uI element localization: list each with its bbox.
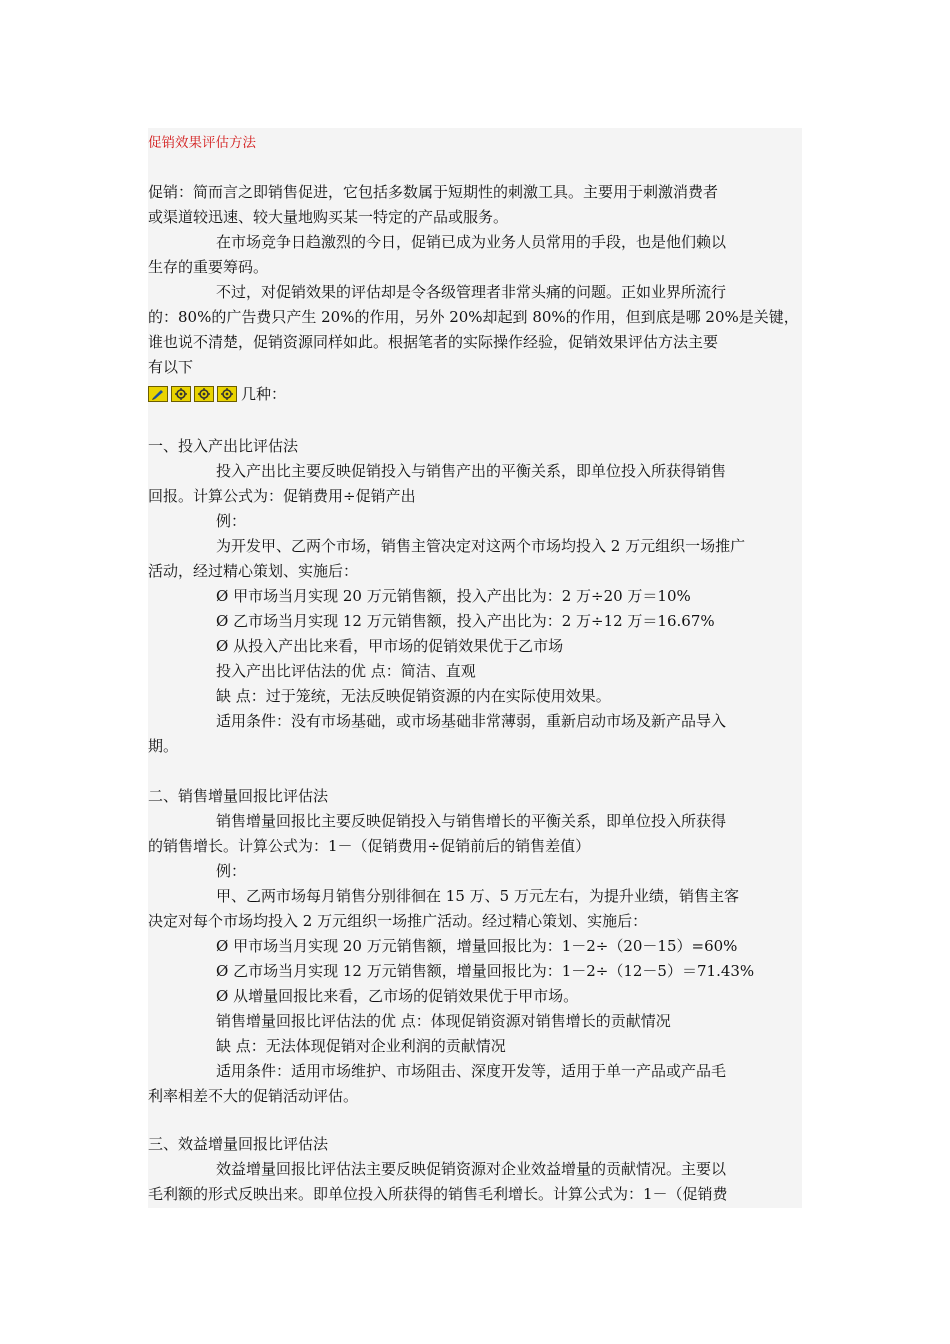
body-line: 适用条件：适用市场维护、市场阻击、深度开发等，适用于单一产品或产品毛 [216,1062,727,1080]
intro-line: 或渠道较迅速、较大量地购买某一特定的产品或服务。 [148,208,509,226]
pencil-icon [148,386,168,402]
body-line: 投入产出比评估法的优 点：简洁、直观 [216,662,476,680]
bullet-line: Ø 甲市场当月实现 20 万元销售额，增量回报比为：1－2÷（20－15）=60% [216,937,738,955]
bullet-line: Ø 甲市场当月实现 20 万元销售额，投入产出比为：2 万÷20 万＝10% [216,587,691,605]
gear-icon [171,386,191,402]
body-line: 适用条件：没有市场基础，或市场基础非常薄弱，重新启动市场及新产品导入 [216,712,727,730]
bullet-line: Ø 从增量回报比来看，乙市场的促销效果优于甲市场。 [216,987,579,1005]
section-heading: 三、效益增量回报比评估法 [148,1135,329,1153]
body-line: 投入产出比主要反映促销投入与销售产出的平衡关系，即单位投入所获得销售 [216,462,727,480]
body-line: 利率相差不大的促销活动评估。 [148,1087,359,1105]
body-line: 甲、乙两市场每月销售分别徘徊在 15 万、5 万元左右，为提升业绩，销售主客 [216,887,739,905]
body-line: 例： [216,862,247,880]
body-line: 销售增量回报比主要反映促销投入与销售增长的平衡关系，即单位投入所获得 [216,812,727,830]
body-line: 缺 点：无法体现促销对企业利润的贡献情况 [216,1037,506,1055]
body-line: 例： [216,512,247,530]
body-line: 销售增量回报比评估法的优 点：体现促销资源对销售增长的贡献情况 [216,1012,671,1030]
intro-line: 生存的重要筹码。 [148,258,269,276]
intro-line: 在市场竞争日趋激烈的今日，促销已成为业务人员常用的手段，也是他们赖以 [216,233,727,251]
intro-line: 的：80%的广告费只产生 20%的作用，另外 20%却起到 80%的作用，但到底是哪 20%是关键， [148,308,799,326]
document-page [148,128,802,1208]
body-line: 回报。计算公式为：促销费用÷促销产出 [148,487,416,505]
inline-icon-strip [148,386,237,402]
document-title: 促销效果评估方法 [148,135,256,151]
intro-line: 有以下 [148,358,194,376]
section-heading: 一、投入产出比评估法 [148,437,299,455]
bullet-line: Ø 乙市场当月实现 12 万元销售额，投入产出比为：2 万÷12 万＝16.67% [216,612,715,630]
bullet-line: Ø 乙市场当月实现 12 万元销售额，增量回报比为：1－2÷（12－5）＝71.43% [216,962,755,980]
body-line: 活动，经过精心策划、实施后： [148,562,359,580]
body-line: 毛利额的形式反映出来。即单位投入所获得的销售毛利增长。计算公式为：1－（促销费 [148,1185,728,1203]
body-line: 为开发甲、乙两个市场，销售主管决定对这两个市场均投入 2 万元组织一场推广 [216,537,746,555]
body-line: 缺 点：过于笼统，无法反映促销资源的内在实际使用效果。 [216,687,611,705]
body-line: 的销售增长。计算公式为：1－（促销费用÷促销前后的销售差值） [148,837,591,855]
intro-line: 几种： [241,385,287,403]
body-line: 决定对每个市场均投入 2 万元组织一场推广活动。经过精心策划、实施后： [148,912,648,930]
gear-icon [217,386,237,402]
body-line: 期。 [148,737,179,755]
intro-line: 不过，对促销效果的评估却是令各级管理者非常头痛的问题。正如业界所流行 [216,283,727,301]
intro-line: 谁也说不清楚，促销资源同样如此。根据笔者的实际操作经验，促销效果评估方法主要 [148,333,719,351]
bullet-line: Ø 从投入产出比来看，甲市场的促销效果优于乙市场 [216,637,564,655]
section-heading: 二、销售增量回报比评估法 [148,787,329,805]
gear-icon [194,386,214,402]
intro-line: 促销：简而言之即销售促进，它包括多数属于短期性的刺激工具。主要用于刺激消费者 [148,183,719,201]
body-line: 效益增量回报比评估法主要反映促销资源对企业效益增量的贡献情况。主要以 [216,1160,727,1178]
